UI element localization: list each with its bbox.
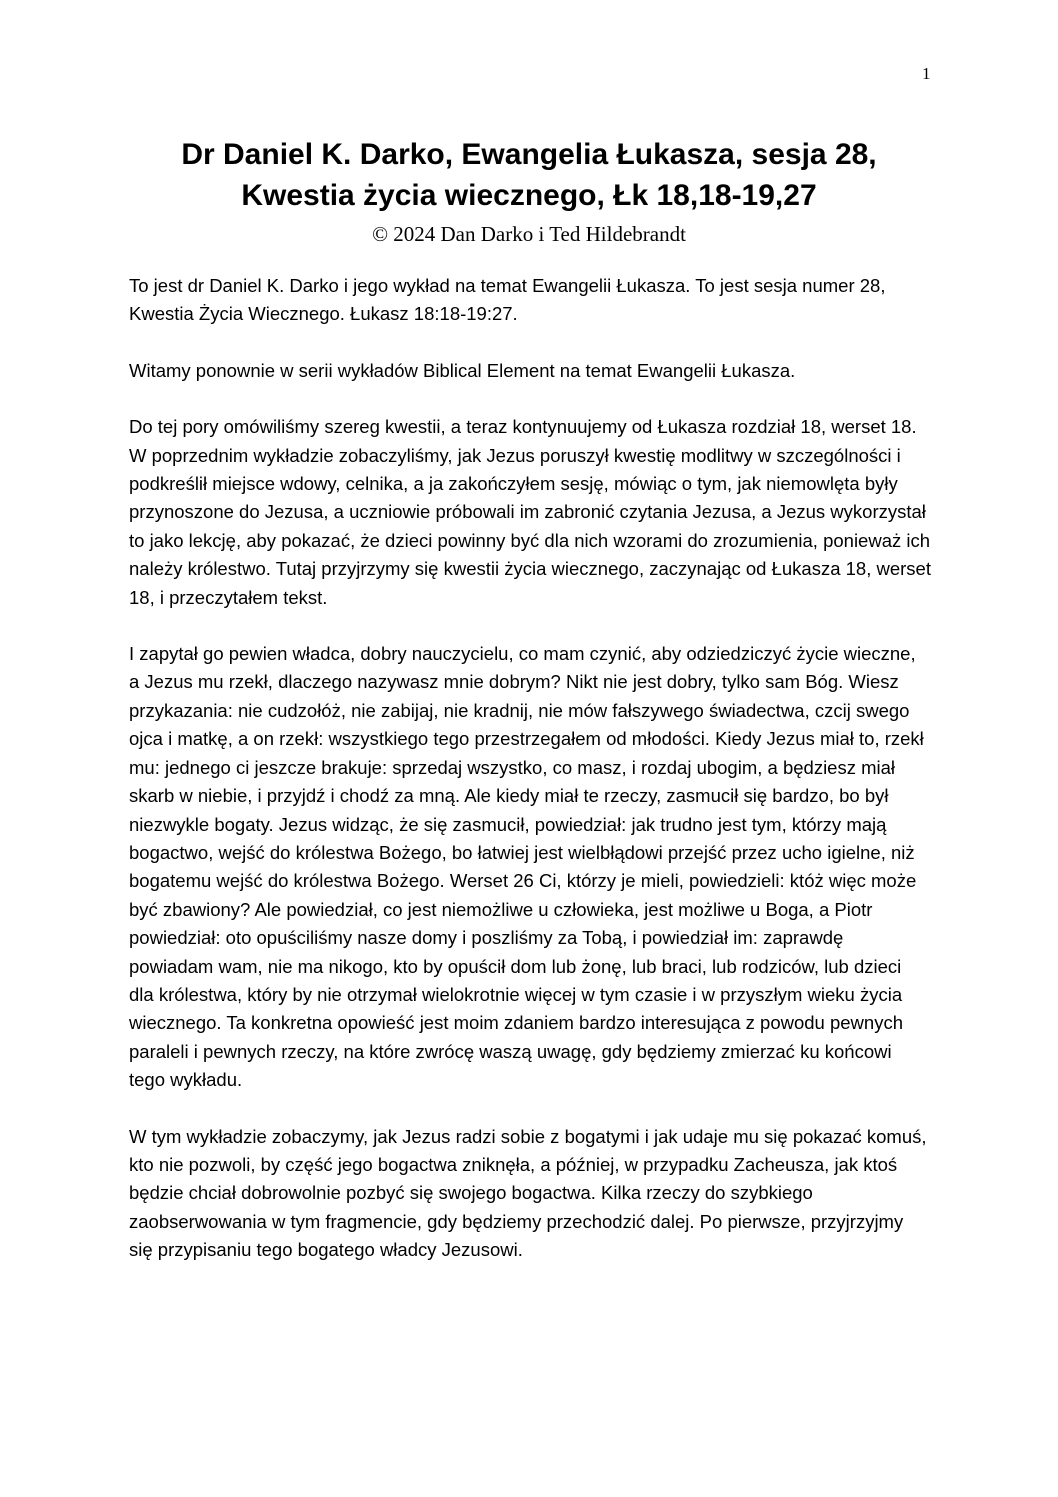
document-body: [129, 272, 931, 1293]
page-number: 1: [922, 64, 931, 83]
paragraph-4: I zapytał go pewien władca, dobry nauczycielu, co mam czynić, aby odziedziczyć życie wieczne, a Jezus mu rzekł, dlaczego nazywasz mnie dobrym? Nikt nie jest dobry, tylko sam Bóg. Wiesz przykazania: nie cudzołóż, nie zabijaj, nie kradnij, nie mów fałszywego świadectwa, czcij swego ojca i matkę, a on rzekł: wszystkiego tego przestrzegałem od młodości. Kiedy Jezus miał to, rzekł mu: jednego ci jeszcze brakuje: sprzedaj wszystko, co masz, i rozdaj ubogim, a będziesz miał skarb w niebie, i przyjdź i chodź za mną. Ale kiedy miał te rzeczy, zasmucił się bardzo, bo był niezwykle bogaty. Jezus widząc, że się zasmucił, powiedział: jak trudno jest tym, którzy mają bogactwo, wejść do królestwa Bożego, bo łatwiej jest wielbłądowi przejść przez ucho igielne, niż bogatemu wejść do królestwa Bożego. Werset 26 Ci, którzy je mieli, powiedzieli: któż więc może być zbawiony? Ale powiedział, co jest niemożliwe u człowieka, jest możliwe u Boga, a Piotr powiedział: oto opuściliśmy nasze domy i poszliśmy za Tobą, i powiedział im: zaprawdę powiadam wam, nie ma nikogo, kto by opuścił dom lub żonę, lub braci, lub rodziców, lub dzieci dla królestwa, który by nie otrzymał wielokrotnie więcej w tym czasie i w przyszłym wieku życia wiecznego. Ta konkretna opowieść jest moim zdaniem bardzo interesująca z powodu pewnych paraleli i pewnych rzeczy, na które zwrócę waszą uwagę, gdy będziemy zmierzać ku końcowi tego wykładu.: [129, 643, 924, 1091]
document-title: [100, 134, 958, 216]
paragraph-2: Witamy ponownie w serii wykładów Biblical Element na temat Ewangelii Łukasza.: [129, 359, 796, 381]
paragraph-3: Do tej pory omówiliśmy szereg kwestii, a teraz kontynuujemy od Łukasza rozdział 18, werset 18. W poprzednim wykładzie zobaczyliśmy, jak Jezus poruszył kwestię modlitwy w szczególności i podkreślił miejsce wdowy, celnika, a ja zakończyłem sesję, mówiąc o tym, jak niemowlęta były przynoszone do Jezusa, a uczniowie próbowali im zabronić czytania Jezusa, a Jezus wykorzystał to jako lekcję, aby pokazać, że dzieci powinny być dla nich wzorami do zrozumienia, ponieważ ich należy królestwo. Tutaj przyjrzymy się kwestii życia wiecznego, zaczynając od Łukasza 18, werset 18, i przeczytałem tekst.: [129, 416, 931, 608]
title-line-2: Kwestia życia wiecznego, Łk 18,18-19,27: [241, 179, 817, 212]
title-line-1: Dr Daniel K. Darko, Ewangelia Łukasza, sesja 28,: [181, 138, 877, 171]
copyright-line: © 2024 Dan Darko i Ted Hildebrandt: [372, 222, 686, 246]
paragraph-5: W tym wykładzie zobaczymy, jak Jezus radzi sobie z bogatymi i jak udaje mu się pokazać komuś, kto nie pozwoli, by część jego bogactwa zniknęła, a później, w przypadku Zacheusza, jak ktoś będzie chciał dobrowolnie pozbyć się swojego bogactwa. Kilka rzeczy do szybkiego zaobserwowania w tym fragmencie, gdy będziemy przechodzić dalej. Po pierwsze, przyjrzyjmy się przypisaniu tego bogatego władcy Jezusowi.: [129, 1125, 927, 1261]
paragraph-1: To jest dr Daniel K. Darko i jego wykład na temat Ewangelii Łukasza. To jest sesja numer 28, Kwestia Życia Wiecznego. Łukasz 18:18-19:27.: [129, 275, 886, 325]
